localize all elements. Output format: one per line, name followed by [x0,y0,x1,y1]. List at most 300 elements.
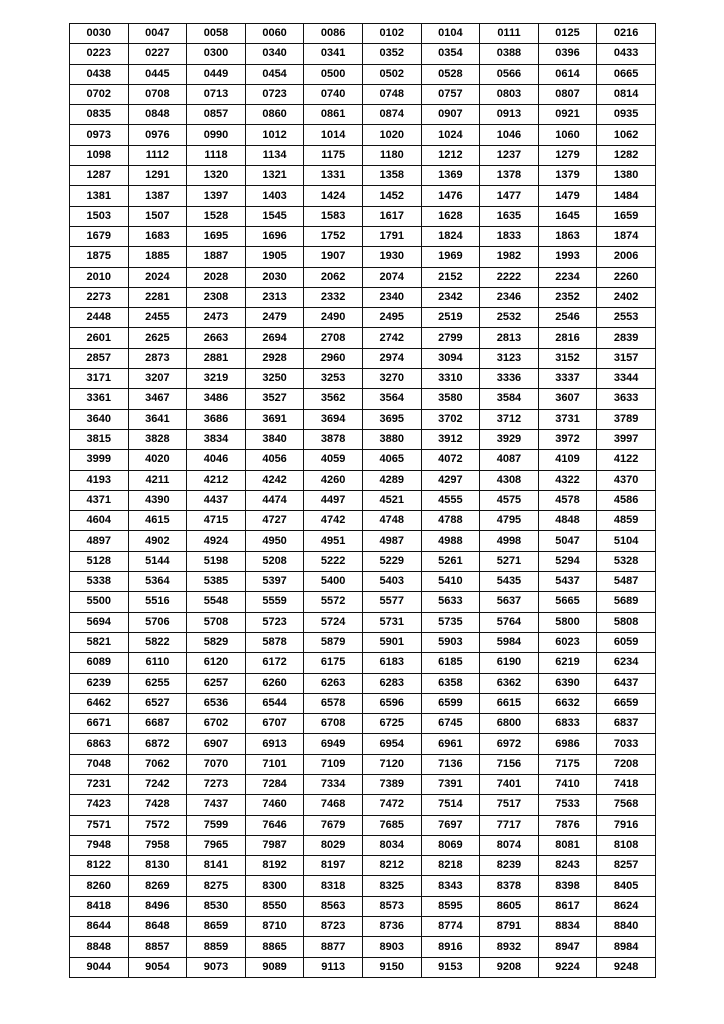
table-cell: 4578 [538,490,597,510]
table-cell: 6687 [128,714,187,734]
table-cell: 1907 [304,247,363,267]
table-cell: 8791 [480,917,539,937]
table-cell: 2816 [538,328,597,348]
table-cell: 0396 [538,44,597,64]
table-cell: 8378 [480,876,539,896]
table-cell: 2553 [597,308,656,328]
table-cell: 8034 [362,835,421,855]
table-cell: 6183 [362,653,421,673]
table-cell: 7571 [70,815,129,835]
table-cell: 2152 [421,267,480,287]
table-cell: 4998 [480,531,539,551]
table-cell: 3999 [70,450,129,470]
table-cell: 6949 [304,734,363,754]
table-cell: 2352 [538,287,597,307]
table-cell: 1397 [187,186,246,206]
table-cell: 0990 [187,125,246,145]
table-cell: 4072 [421,450,480,470]
table-cell: 7679 [304,815,363,835]
table-cell: 7391 [421,774,480,794]
table-cell: 0848 [128,105,187,125]
table-cell: 7231 [70,774,129,794]
table-cell: 2062 [304,267,363,287]
table-row [70,551,656,571]
table-cell: 7156 [480,754,539,774]
table-cell: 6263 [304,673,363,693]
table-cell: 5516 [128,592,187,612]
table-cell: 4897 [70,531,129,551]
table-cell: 6219 [538,653,597,673]
table-cell: 2074 [362,267,421,287]
table-row [70,64,656,84]
table-cell: 6702 [187,714,246,734]
table-cell: 1982 [480,247,539,267]
table-cell: 1282 [597,145,656,165]
table-cell: 2532 [480,308,539,328]
number-table-body [70,24,656,978]
table-cell: 2346 [480,287,539,307]
table-cell: 4390 [128,490,187,510]
table-cell: 4193 [70,470,129,490]
table-cell: 8325 [362,876,421,896]
table-cell: 4109 [538,450,597,470]
table-cell: 4308 [480,470,539,490]
table-cell: 1014 [304,125,363,145]
table-cell: 5385 [187,572,246,592]
table-cell: 1528 [187,206,246,226]
table-cell: 1993 [538,247,597,267]
table-cell: 2694 [245,328,304,348]
table-cell: 5800 [538,612,597,632]
table-cell: 2308 [187,287,246,307]
table-cell: 9073 [187,957,246,977]
table-cell: 0665 [597,64,656,84]
table-cell: 5198 [187,551,246,571]
table-cell: 8848 [70,937,129,957]
table-cell: 5261 [421,551,480,571]
table-cell: 4059 [304,450,363,470]
table-cell: 2928 [245,348,304,368]
table-cell: 7685 [362,815,421,835]
table-row [70,612,656,632]
table-cell: 0111 [480,24,539,44]
table-cell: 7101 [245,754,304,774]
table-row [70,917,656,937]
table-cell: 8595 [421,896,480,916]
table-cell: 6833 [538,714,597,734]
table-cell: 2010 [70,267,129,287]
table-row [70,774,656,794]
table-cell: 1381 [70,186,129,206]
table-cell: 5500 [70,592,129,612]
table-row [70,348,656,368]
table-cell: 3880 [362,429,421,449]
table-cell: 7242 [128,774,187,794]
table-cell: 4604 [70,511,129,531]
table-cell: 3152 [538,348,597,368]
table-cell: 5403 [362,572,421,592]
table-cell: 8865 [245,937,304,957]
table-cell: 3584 [480,389,539,409]
table-cell: 6089 [70,653,129,673]
table-cell: 8624 [597,896,656,916]
table-cell: 3344 [597,369,656,389]
table-cell: 4371 [70,490,129,510]
table-cell: 7572 [128,815,187,835]
table-cell: 3564 [362,389,421,409]
table-cell: 5229 [362,551,421,571]
table-cell: 4742 [304,511,363,531]
table-cell: 9054 [128,957,187,977]
table-cell: 8834 [538,917,597,937]
table-cell: 8122 [70,856,129,876]
table-cell: 6872 [128,734,187,754]
table-cell: 9153 [421,957,480,977]
table-cell: 3702 [421,409,480,429]
table-cell: 7136 [421,754,480,774]
table-cell: 0438 [70,64,129,84]
table-cell: 0566 [480,64,539,84]
table-cell: 6462 [70,693,129,713]
table-cell: 2006 [597,247,656,267]
table-cell: 1628 [421,206,480,226]
table-cell: 6578 [304,693,363,713]
table-cell: 3712 [480,409,539,429]
table-row [70,206,656,226]
table-cell: 9248 [597,957,656,977]
table-cell: 1380 [597,166,656,186]
table-cell: 5577 [362,592,421,612]
table-cell: 7418 [597,774,656,794]
table-cell: 6972 [480,734,539,754]
table-cell: 7468 [304,795,363,815]
table-cell: 1279 [538,145,597,165]
table-cell: 8859 [187,937,246,957]
table-cell: 1134 [245,145,304,165]
table-cell: 2479 [245,308,304,328]
table-cell: 2342 [421,287,480,307]
table-cell: 0433 [597,44,656,64]
table-cell: 8659 [187,917,246,937]
table-cell: 3580 [421,389,480,409]
table-row [70,24,656,44]
table-cell: 0449 [187,64,246,84]
table-cell: 8774 [421,917,480,937]
table-cell: 5047 [538,531,597,551]
table-cell: 3207 [128,369,187,389]
table-cell: 7599 [187,815,246,835]
table-cell: 7033 [597,734,656,754]
table-row [70,876,656,896]
table-cell: 1387 [128,186,187,206]
table-cell: 0528 [421,64,480,84]
table-cell: 1969 [421,247,480,267]
table-cell: 1020 [362,125,421,145]
table-cell: 3912 [421,429,480,449]
table-cell: 1237 [480,145,539,165]
table-cell: 5548 [187,592,246,612]
table-cell: 7916 [597,815,656,835]
table-row [70,145,656,165]
table-cell: 0723 [245,84,304,104]
table-row [70,592,656,612]
table-cell: 1930 [362,247,421,267]
table-cell: 8877 [304,937,363,957]
table-cell: 1369 [421,166,480,186]
table-cell: 8723 [304,917,363,937]
table-cell: 1212 [421,145,480,165]
table-cell: 8275 [187,876,246,896]
table-cell: 8932 [480,937,539,957]
table-cell: 1024 [421,125,480,145]
table-row [70,693,656,713]
table-cell: 0976 [128,125,187,145]
table-cell: 8947 [538,937,597,957]
table-cell: 0047 [128,24,187,44]
table-cell: 7428 [128,795,187,815]
table-cell: 1833 [480,226,539,246]
table-cell: 4521 [362,490,421,510]
table-cell: 2625 [128,328,187,348]
table-cell: 6708 [304,714,363,734]
table-cell: 2234 [538,267,597,287]
table-cell: 5633 [421,592,480,612]
table-cell: 2708 [304,328,363,348]
table-cell: 4242 [245,470,304,490]
table-cell: 5400 [304,572,363,592]
table-cell: 2799 [421,328,480,348]
table-cell: 6599 [421,693,480,713]
table-cell: 1503 [70,206,129,226]
table-row [70,470,656,490]
table-cell: 7048 [70,754,129,774]
table-row [70,734,656,754]
table-cell: 5808 [597,612,656,632]
table-cell: 8197 [304,856,363,876]
table-row [70,450,656,470]
table-cell: 3929 [480,429,539,449]
table-row [70,267,656,287]
table-cell: 1863 [538,226,597,246]
table-cell: 7208 [597,754,656,774]
table-cell: 6172 [245,653,304,673]
table-cell: 8644 [70,917,129,937]
table-cell: 7423 [70,795,129,815]
table-cell: 2519 [421,308,480,328]
table-cell: 1791 [362,226,421,246]
table-cell: 8550 [245,896,304,916]
table-cell: 8496 [128,896,187,916]
table-cell: 3997 [597,429,656,449]
table-cell: 7948 [70,835,129,855]
table-cell: 8318 [304,876,363,896]
table-cell: 5694 [70,612,129,632]
table-cell: 9113 [304,957,363,977]
table-cell: 3694 [304,409,363,429]
table-cell: 2260 [597,267,656,287]
table-cell: 8141 [187,856,246,876]
table-row [70,632,656,652]
table-cell: 2490 [304,308,363,328]
table-cell: 1885 [128,247,187,267]
table-cell: 8029 [304,835,363,855]
table-cell: 0223 [70,44,129,64]
table-cell: 0445 [128,64,187,84]
table-cell: 4848 [538,511,597,531]
table-cell: 0300 [187,44,246,64]
table-cell: 1098 [70,145,129,165]
number-table [69,23,656,978]
table-cell: 3467 [128,389,187,409]
table-cell: 6961 [421,734,480,754]
table-cell: 8260 [70,876,129,896]
table-cell: 3633 [597,389,656,409]
table-cell: 8840 [597,917,656,937]
table-cell: 1479 [538,186,597,206]
table-cell: 0861 [304,105,363,125]
table-cell: 3972 [538,429,597,449]
table-cell: 0102 [362,24,421,44]
table-cell: 7568 [597,795,656,815]
table-cell: 2974 [362,348,421,368]
table-cell: 6059 [597,632,656,652]
table-cell: 0708 [128,84,187,104]
table-cell: 2546 [538,308,597,328]
table-cell: 6023 [538,632,597,652]
table-cell: 3640 [70,409,129,429]
table-cell: 8239 [480,856,539,876]
table-cell: 4727 [245,511,304,531]
table-cell: 8710 [245,917,304,937]
table-cell: 3840 [245,429,304,449]
table-cell: 5128 [70,551,129,571]
table-cell: 7120 [362,754,421,774]
table-cell: 0860 [245,105,304,125]
table-cell: 7437 [187,795,246,815]
table-cell: 6527 [128,693,187,713]
table-cell: 5764 [480,612,539,632]
table-cell: 1175 [304,145,363,165]
table-cell: 6863 [70,734,129,754]
table-cell: 5637 [480,592,539,612]
table-cell: 4924 [187,531,246,551]
table-cell: 1752 [304,226,363,246]
table-cell: 0125 [538,24,597,44]
table-cell: 4748 [362,511,421,531]
table-row [70,896,656,916]
table-cell: 5364 [128,572,187,592]
table-cell: 3834 [187,429,246,449]
table-cell: 6671 [70,714,129,734]
table-cell: 4859 [597,511,656,531]
table-cell: 6110 [128,653,187,673]
table-cell: 4087 [480,450,539,470]
table-row [70,714,656,734]
table-cell: 0060 [245,24,304,44]
table-cell: 8573 [362,896,421,916]
table-cell: 0913 [480,105,539,125]
table-cell: 5222 [304,551,363,571]
table-cell: 4370 [597,470,656,490]
table-cell: 5984 [480,632,539,652]
table-cell: 8069 [421,835,480,855]
table-cell: 0757 [421,84,480,104]
table-cell: 8081 [538,835,597,855]
table-cell: 4437 [187,490,246,510]
table-cell: 0352 [362,44,421,64]
table-cell: 0857 [187,105,246,125]
table-cell: 3486 [187,389,246,409]
table-cell: 1645 [538,206,597,226]
table-cell: 3686 [187,409,246,429]
table-row [70,287,656,307]
table-row [70,835,656,855]
table-cell: 8343 [421,876,480,896]
table-cell: 0227 [128,44,187,64]
table-cell: 9150 [362,957,421,977]
table-cell: 1060 [538,125,597,145]
table-cell: 2448 [70,308,129,328]
table-cell: 4715 [187,511,246,531]
table-cell: 1887 [187,247,246,267]
table-cell: 8074 [480,835,539,855]
table-row [70,754,656,774]
table-cell: 1180 [362,145,421,165]
table-cell: 1062 [597,125,656,145]
table-cell: 4575 [480,490,539,510]
table-cell: 7717 [480,815,539,835]
table-cell: 2313 [245,287,304,307]
table-cell: 7460 [245,795,304,815]
table-cell: 7109 [304,754,363,774]
table-cell: 1696 [245,226,304,246]
table-cell: 1331 [304,166,363,186]
table-cell: 0058 [187,24,246,44]
table-row [70,125,656,145]
table-cell: 4211 [128,470,187,490]
table-cell: 8736 [362,917,421,937]
table-cell: 3123 [480,348,539,368]
table-row [70,226,656,246]
table-row [70,673,656,693]
table-cell: 8617 [538,896,597,916]
table-cell: 1477 [480,186,539,206]
table-cell: 6390 [538,673,597,693]
table-cell: 0935 [597,105,656,125]
table-cell: 0874 [362,105,421,125]
table-cell: 4046 [187,450,246,470]
table-cell: 5208 [245,551,304,571]
table-cell: 9224 [538,957,597,977]
table-cell: 7273 [187,774,246,794]
table-cell: 5878 [245,632,304,652]
table-cell: 3828 [128,429,187,449]
table-cell: 0835 [70,105,129,125]
table-row [70,957,656,977]
table-cell: 6175 [304,653,363,673]
table-cell: 7334 [304,774,363,794]
table-row [70,937,656,957]
table-cell: 0086 [304,24,363,44]
table-cell: 0354 [421,44,480,64]
table-cell: 7410 [538,774,597,794]
table-row [70,44,656,64]
table-cell: 0907 [421,105,480,125]
table-cell: 1617 [362,206,421,226]
table-row [70,308,656,328]
table-cell: 8916 [421,937,480,957]
table-cell: 0748 [362,84,421,104]
